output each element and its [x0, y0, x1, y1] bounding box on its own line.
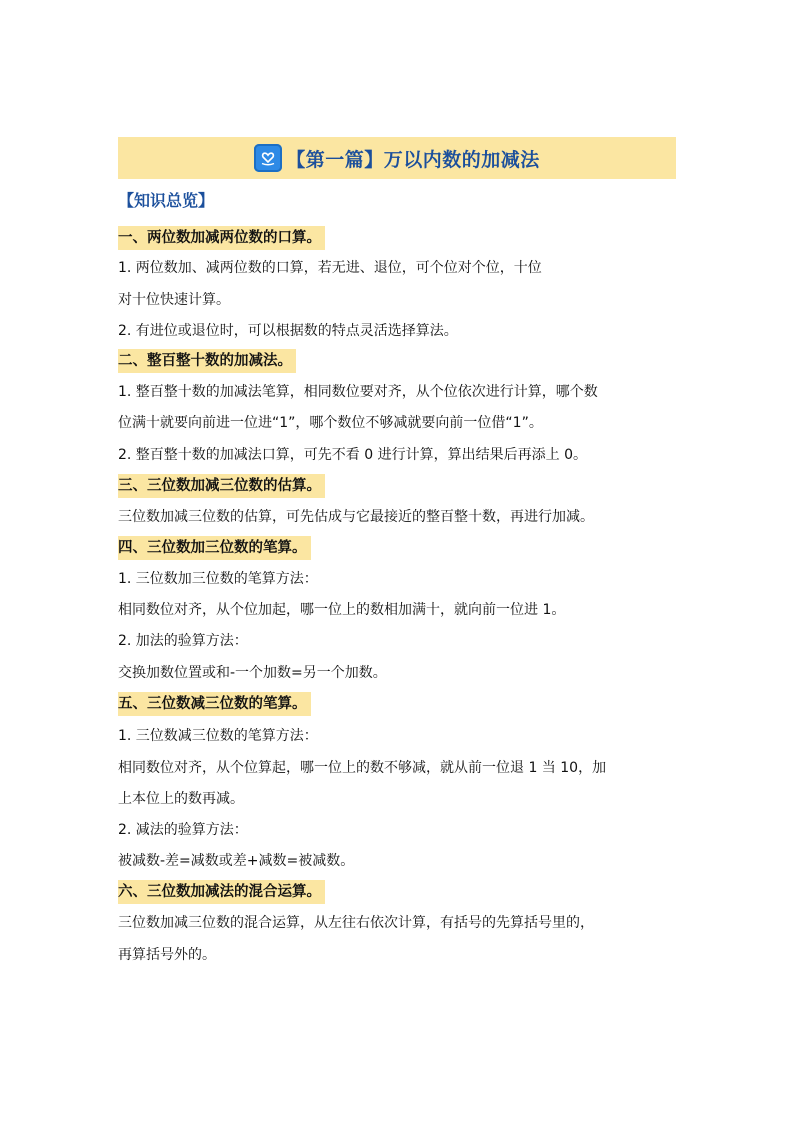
section-5-line-1: 1. 三位数减三位数的笔算方法：: [118, 728, 318, 744]
knowledge-overview-heading: 【知识总览】: [118, 191, 215, 210]
heart-hand-icon: [254, 144, 282, 172]
section-6-line-1: 三位数加减三位数的混合运算，从左往右依次计算，有括号的先算括号里的，: [118, 915, 594, 931]
section-4-line-4: 交换加数位置或和-一个加数=另一个加数。: [118, 665, 387, 681]
section-2-line-1: 1. 整百整十数的加减法笔算，相同数位要对齐，从个位依次进行计算，哪个数: [118, 384, 598, 400]
section-5-line-3: 上本位上的数再减。: [118, 791, 244, 807]
section-5-line-4: 2. 减法的验算方法：: [118, 822, 248, 838]
section-heading-6: 六、三位数加减法的混合运算。: [118, 880, 325, 904]
section-1-line-1: 1. 两位数加、减两位数的口算，若无进、退位，可个位对个位，十位: [118, 260, 542, 276]
section-heading-2: 二、整百整十数的加减法。: [118, 349, 296, 373]
section-2-line-2: 位满十就要向前进一位进“1”，哪个数位不够减就要向前一位借“1”。: [118, 415, 543, 431]
section-3-line-1: 三位数加减三位数的估算，可先估成与它最接近的整百整十数，再进行加减。: [118, 509, 594, 525]
section-1-line-2: 对十位快速计算。: [118, 292, 230, 308]
section-heading-4: 四、三位数加三位数的笔算。: [118, 536, 311, 560]
section-4-line-1: 1. 三位数加三位数的笔算方法：: [118, 571, 318, 587]
section-1-line-3: 2. 有进位或退位时，可以根据数的特点灵活选择算法。: [118, 323, 458, 339]
section-6-line-2: 再算括号外的。: [118, 947, 216, 963]
chapter-title: 【第一篇】万以内数的加减法: [286, 148, 540, 171]
section-4-line-3: 2. 加法的验算方法：: [118, 633, 248, 649]
section-2-line-3: 2. 整百整十数的加减法口算，可先不看 0 进行计算，算出结果后再添上 0。: [118, 447, 587, 463]
section-heading-1: 一、两位数加减两位数的口算。: [118, 226, 325, 250]
section-4-line-2: 相同数位对齐，从个位加起，哪一位上的数相加满十，就向前一位进 1。: [118, 602, 566, 618]
section-5-line-2: 相同数位对齐，从个位算起，哪一位上的数不够减，就从前一位退 1 当 10，加: [118, 760, 607, 776]
section-heading-3: 三、三位数加减三位数的估算。: [118, 474, 325, 498]
section-heading-5: 五、三位数减三位数的笔算。: [118, 692, 311, 716]
chapter-title-bar: [118, 137, 676, 179]
section-5-line-5: 被减数-差=减数或差+减数=被减数。: [118, 853, 355, 869]
